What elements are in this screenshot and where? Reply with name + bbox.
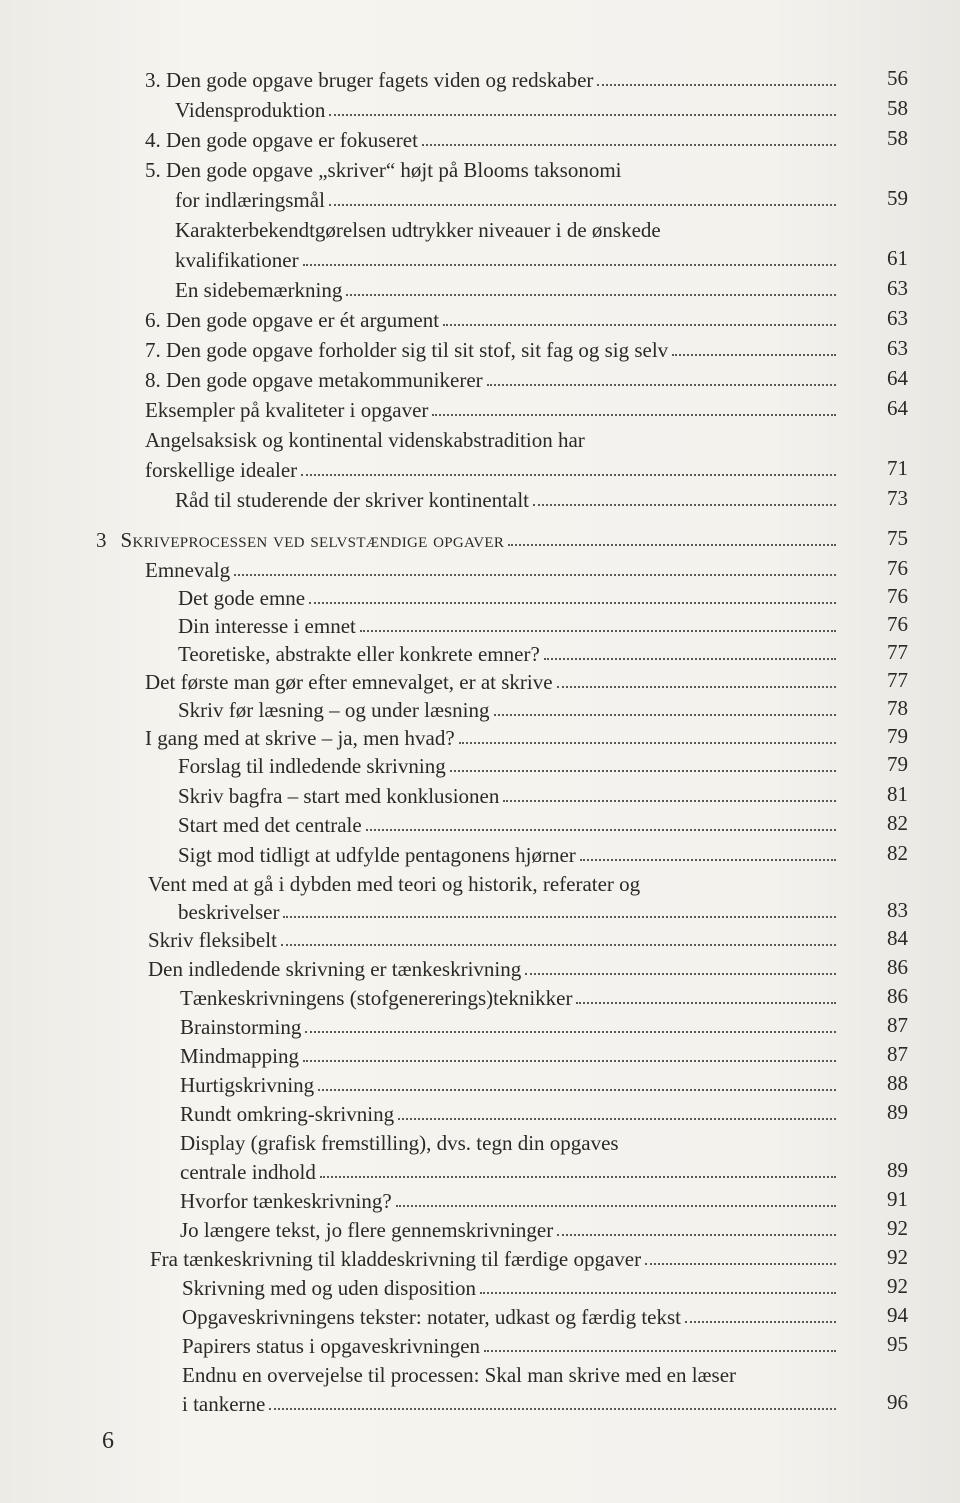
dot-leader [645,1263,836,1265]
toc-entry-title: Forslag til indledende skrivning [178,754,446,778]
toc-entry-title: Teoretiske, abstrakte eller konkrete emner? [178,642,540,666]
toc-entry-page: 79 [887,724,908,748]
toc-entry [0,62,960,92]
toc-entry [0,92,960,122]
dot-leader [366,829,836,831]
toc-entry-title: Din interesse i emnet [178,614,356,638]
toc-entry [0,922,960,952]
toc-entry-page: 92 [887,1216,908,1240]
toc-entry-title: Angelsaksisk og kontinental videnskabstradition har [145,428,585,452]
toc-entry-page: 89 [887,1158,908,1182]
toc-entry-page: 58 [887,96,908,120]
toc-entry-title: for indlæringsmål [175,188,325,212]
toc-entry [0,212,960,242]
toc-entry [0,1299,960,1329]
toc-entry-title: centrale indhold [180,1160,316,1184]
toc-entry-page: 82 [887,811,908,835]
toc-entry-title: Emnevalg [145,558,231,582]
toc-entry [0,748,960,778]
toc-entry-page: 87 [887,1042,908,1066]
toc-entry-page: 95 [887,1332,908,1356]
toc-entry-page: 56 [887,66,908,90]
toc-entry [0,302,960,332]
dot-leader [432,414,836,416]
toc-entry-page: 91 [887,1187,908,1211]
dot-leader [533,504,836,506]
dot-leader [672,354,836,356]
toc-entry-title: Hvorfor tænkeskrivning? [180,1189,392,1213]
toc-entry [0,362,960,392]
toc-entry-page: 63 [887,276,908,300]
toc-entry [0,1386,960,1416]
toc-entry-title: 4. Den gode opgave er fokuseret [145,128,418,152]
toc-entry [0,720,960,750]
toc-entry-title: Display (grafisk fremstilling), dvs. tegn din opgaves [180,1131,619,1155]
toc-entry [0,1241,960,1271]
toc-entry-title: 6. Den gode opgave er ét argument [145,308,440,332]
toc-entry [0,122,960,152]
toc-entry-title: i tankerne [182,1392,266,1416]
dot-leader [305,1031,836,1033]
toc-entry-page: 82 [887,841,908,865]
dot-leader [283,916,836,918]
dot-leader [459,742,836,744]
toc-entry [0,778,960,808]
dot-leader [580,859,836,861]
toc-entry-title: Brainstorming [180,1015,302,1039]
dot-leader [450,770,836,772]
toc-entry-title: Rundt omkring-skrivning [180,1102,395,1126]
toc-entry [0,692,960,722]
toc-entry [0,837,960,867]
dot-leader [329,114,836,116]
toc-entry-page: 64 [887,366,908,390]
toc-entry-title: En sidebemærkning [175,278,343,302]
dot-leader [544,658,836,660]
dot-leader [398,1118,836,1120]
toc-entry-title: 3. Den gode opgave bruger fagets viden og redskaber [145,68,594,92]
dot-leader [360,630,836,632]
toc-entry-page: 83 [887,898,908,922]
toc-entry-page: 77 [887,640,908,664]
toc-entry-page: 63 [887,306,908,330]
toc-entry-title: Det gode emne [178,586,306,610]
toc-entry [0,664,960,694]
toc-entry-title: Fra tænkeskrivning til kladdeskrivning til færdige opgaver [150,1247,642,1271]
toc-entry [0,152,960,182]
toc-entry-title: Skrivning med og uden disposition [182,1276,476,1300]
toc-entry [0,1328,960,1358]
toc-entry-title: Eksempler på kvaliteter i opgaver [145,398,429,422]
toc-entry-title: 8. Den gode opgave metakommunikerer [145,368,483,392]
dot-leader [557,1234,836,1236]
toc-entry-title: Opgaveskrivningens tekster: notater, udkast og færdig tekst [182,1305,681,1329]
dot-leader [525,973,836,975]
toc-entry-title: Endnu en overvejelse til processen: Skal man skrive med en læser [182,1363,737,1387]
dot-leader [422,144,836,146]
toc-entry-title: beskrivelser [178,900,280,924]
toc-entry [0,392,960,422]
toc-entry-page: 76 [887,612,908,636]
toc-entry-page: 84 [887,926,908,950]
toc-entry [0,1067,960,1097]
dot-leader [494,714,836,716]
dot-leader [281,944,836,946]
toc-entry-title: Vent med at gå i dybden med teori og historik, referater og [148,872,641,896]
toc-entry-title: 5. Den gode opgave „skriver“ højt på Blooms taksonomi [145,158,622,182]
toc-entry-title: Tænkeskrivningens (stofgenererings)teknikker [180,986,573,1010]
toc-entry-title: kvalifikationer [175,248,299,272]
toc-entry-title: Papirers status i opgaveskrivningen [182,1334,481,1358]
toc-entry-title: Karakterbekendtgørelsen udtrykker niveauer i de ønskede [175,218,661,242]
toc-entry-title: Mindmapping [180,1044,299,1068]
toc-entry-title: Skriv fleksibelt [148,928,277,952]
dot-leader [557,686,836,688]
toc-entry-page: 78 [887,696,908,720]
toc-entry-title: Råd til studerende der skriver kontinentalt [175,488,529,512]
toc-entry-title: Jo længere tekst, jo flere gennemskrivninger [180,1218,554,1242]
dot-leader [508,544,836,546]
page-number: 6 [102,1428,114,1454]
toc-entry-page: 89 [887,1100,908,1124]
dot-leader [685,1321,836,1323]
toc-entry-title: Det første man gør efter emnevalget, er at skrive [145,670,553,694]
dot-leader [484,1350,836,1352]
toc-chapter-heading [0,522,960,552]
toc-entry [0,272,960,302]
toc-entry-page: 64 [887,396,908,420]
toc-entry [0,608,960,638]
dot-leader [576,1002,836,1004]
toc-entry-page: 96 [887,1390,908,1414]
toc-entry [0,1009,960,1039]
toc-entry-title: Start med det centrale [178,813,362,837]
toc-entry [0,1270,960,1300]
toc-entry-page: 79 [887,752,908,776]
toc-entry-page: 77 [887,668,908,692]
toc-entry [0,422,960,452]
toc-entry-title: I gang med at skrive – ja, men hvad? [145,726,455,750]
dot-leader [309,602,836,604]
toc-entry [0,482,960,512]
toc-entry [0,1357,960,1387]
dot-leader [234,574,836,576]
toc-entry [0,866,960,896]
toc-entry-page: 92 [887,1245,908,1269]
dot-leader [269,1408,836,1410]
toc-entry-page: 75 [887,526,908,550]
toc-entry [0,894,960,924]
dot-leader [443,324,836,326]
toc-entry [0,1183,960,1213]
dot-leader [303,1060,836,1062]
toc-entry-page: 87 [887,1013,908,1037]
toc-entry-page: 73 [887,486,908,510]
toc-entry [0,552,960,582]
toc-entry-page: 71 [887,456,908,480]
toc-entry-page: 92 [887,1274,908,1298]
toc-entry-page: 86 [887,984,908,1008]
toc-entry-page: 81 [887,782,908,806]
toc-entry-title: Hurtigskrivning [180,1073,315,1097]
toc-entry [0,452,960,482]
dot-leader [346,294,836,296]
dot-leader [318,1089,836,1091]
toc-entry [0,1125,960,1155]
dot-leader [329,204,836,206]
toc-entry-page: 88 [887,1071,908,1095]
toc-entry-page: 76 [887,556,908,580]
toc-entry [0,951,960,981]
toc-entry [0,182,960,212]
toc-entry [0,1212,960,1242]
toc-entry [0,580,960,610]
dot-leader [597,84,836,86]
toc-entry-title: Den indledende skrivning er tænkeskrivning [148,957,522,981]
toc-entry [0,980,960,1010]
toc-entry [0,1154,960,1184]
toc-entry [0,1096,960,1126]
dot-leader [480,1292,836,1294]
toc-entry-title: 7. Den gode opgave forholder sig til sit stof, sit fag og sig selv [145,338,669,362]
toc-entry-page: 61 [887,246,908,270]
toc-entry-page: 58 [887,126,908,150]
dot-leader [487,384,836,386]
toc-entry-page: 94 [887,1303,908,1327]
toc-entry-page: 59 [887,186,908,210]
toc-entry-page: 76 [887,584,908,608]
toc-entry [0,1038,960,1068]
dot-leader [503,800,836,802]
toc-entry-title: Skriv bagfra – start med konklusionen [178,784,500,808]
toc-entry-page: 86 [887,955,908,979]
toc-entry [0,636,960,666]
toc-entry [0,242,960,272]
dot-leader [320,1176,836,1178]
toc-entry-title: Vidensproduktion [175,98,326,122]
chapter-number: 3 [96,528,107,552]
toc-entry-page: 63 [887,336,908,360]
toc-entry [0,332,960,362]
toc-entry [0,807,960,837]
toc-entry-title: forskellige idealer [145,458,298,482]
dot-leader [301,474,836,476]
toc-entry-title: Skriveprocessen ved selvstændige opgaver [120,528,505,552]
dot-leader [396,1205,836,1207]
dot-leader [303,264,836,266]
toc-entry-title: Sigt mod tidligt at udfylde pentagonens hjørner [178,843,576,867]
toc-entry-title: Skriv før læsning – og under læsning [178,698,490,722]
